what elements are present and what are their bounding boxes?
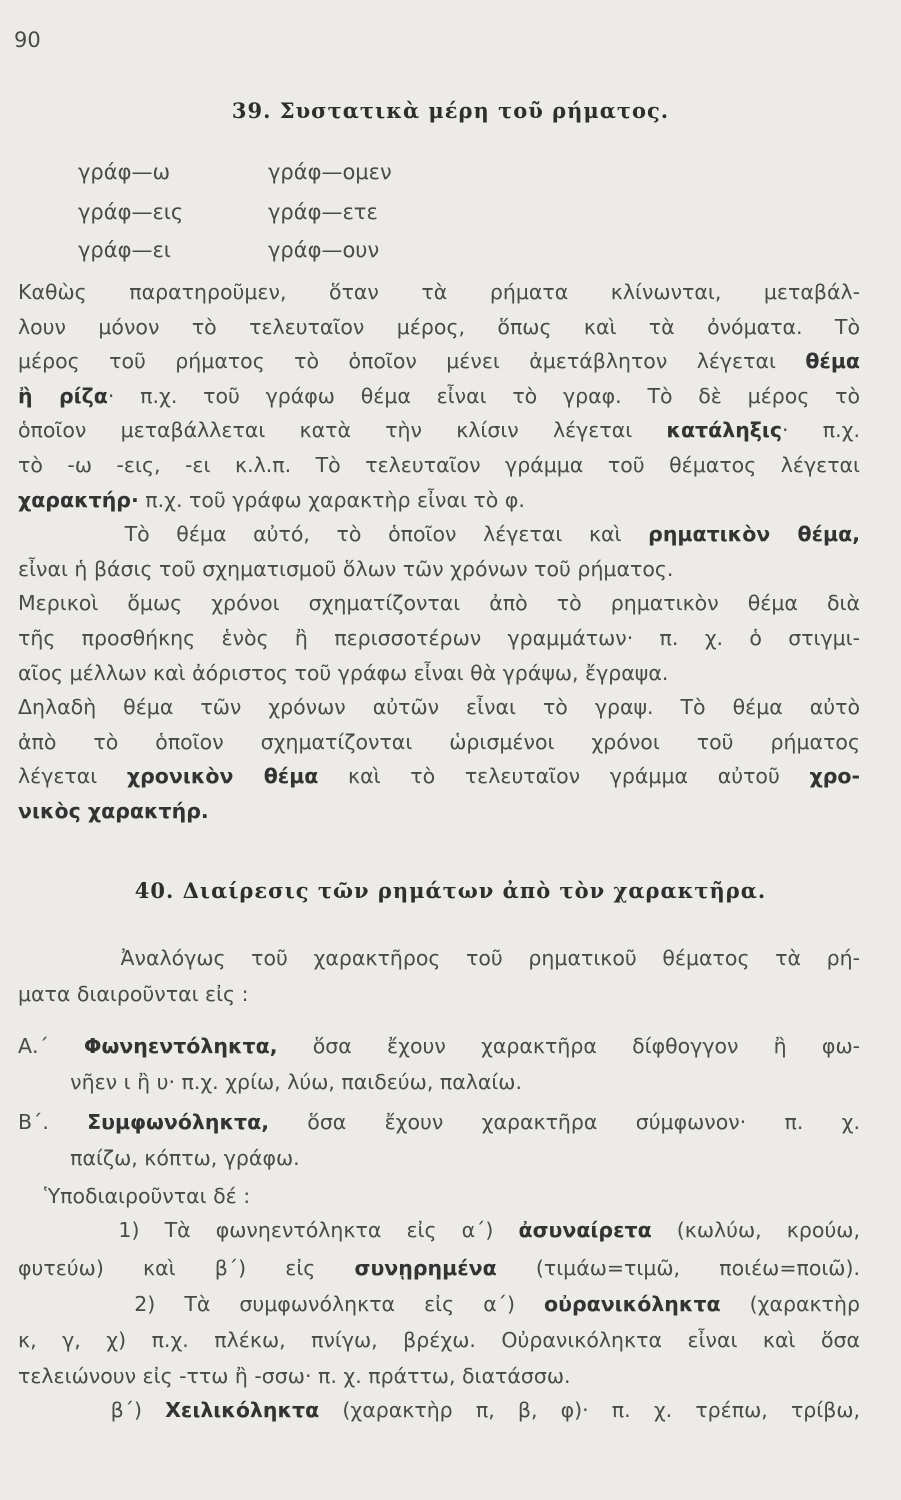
text-line (18, 730, 860, 754)
text-line (18, 384, 860, 408)
text-line (18, 1398, 860, 1422)
conjugation-form: γράφ—ουν (268, 238, 380, 262)
bold-term: Φωνηεντόληκτα, (84, 1034, 278, 1058)
text-run: φυτεύω) καὶ β΄) εἰς (18, 1256, 355, 1280)
bold-term: ἀσυναίρετα (518, 1218, 652, 1242)
section-39-heading: 39. Συστατικὰ μέρη τοῦ ρήματος. (231, 98, 670, 123)
text-line (18, 315, 860, 339)
text-run: Δηλαδὴ θέμα τῶν χρόνων αὐτῶν εἶναι τὸ γραψ. Τὸ θέμα αὐτὸ (18, 695, 860, 720)
text-run: λέγεται (18, 764, 127, 789)
text-run: (χαρακτὴρ π, β, φ)· π. χ. τρέπω, τρίβω, (319, 1398, 860, 1422)
conjugation-form: γράφ—ει (78, 238, 171, 262)
text-run: εἶναι ἡ βάσις τοῦ σχηματισμοῦ ὅλων τῶν χρόνων τοῦ ρήματος. (18, 556, 674, 581)
text-line (18, 1146, 860, 1170)
text-line (18, 522, 860, 546)
text-line (18, 1328, 860, 1352)
text-run: Τὸ θέμα αὐτό, τὸ ὁποῖον λέγεται καὶ (18, 522, 649, 547)
text-line (18, 695, 860, 719)
bold-term: ἢ ρίζα (18, 383, 108, 408)
text-line (18, 557, 860, 581)
text-line (18, 764, 860, 788)
text-line (18, 1184, 860, 1208)
text-run: Ὑποδιαιροῦνται δέ : (18, 1184, 251, 1208)
text-line (18, 1292, 860, 1316)
text-run: μέρος τοῦ ρήματος τὸ ὁποῖον μένει ἀμετάβλητον λέγεται (18, 349, 806, 374)
text-line (18, 591, 860, 615)
text-run: τὸ -ω -εις, -ει κ.λ.π. Τὸ τελευταῖον γράμμα τοῦ θέματος λέγεται (18, 453, 860, 477)
text-run: τελειώνουν εἰς -ττω ἢ -σσω· π. χ. πράττω, διατάσσω. (18, 1364, 571, 1388)
text-line (18, 488, 860, 512)
text-run: Β΄. (18, 1110, 88, 1134)
conjugation-form: γράφ—εις (78, 200, 184, 224)
conjugation-form: γράφ—ω (78, 160, 171, 184)
bold-term: οὐρανικόληκτα (544, 1292, 721, 1316)
text-line (18, 1256, 860, 1280)
text-run: τῆς προσθήκης ἑνὸς ἢ περισσοτέρων γραμμάτων· π. χ. ὁ στιγμι- (18, 626, 860, 650)
text-line (18, 946, 860, 970)
bold-term: θέμα (805, 349, 860, 374)
text-line (18, 982, 860, 1006)
text-run: ἀπὸ τὸ ὁποῖον σχηματίζονται ὡρισμένοι χρόνοι τοῦ ρήματος (18, 729, 860, 754)
text-line (18, 626, 860, 650)
text-run: (χαρακτὴρ (720, 1292, 860, 1316)
text-run: ὅσα ἔχουν χαρακτῆρα σύμφωνον· π. χ. (269, 1110, 860, 1134)
bold-term: ρηματικὸν θέμα, (648, 522, 860, 547)
text-run: ὅσα ἔχουν χαρακτῆρα δίφθογγον ἢ φω- (277, 1034, 861, 1058)
text-run: αῖος μέλλων καὶ ἀόριστος τοῦ γράφω εἶναι θὰ γράψω, ἔγραψα. (18, 660, 669, 685)
text-line (18, 1110, 860, 1134)
text-run: λουν μόνον τὸ τελευταῖον μέρος, ὅπως καὶ τὰ ὀνόματα. Τὸ (18, 314, 860, 339)
bold-term: Χειλικόληκτα (165, 1398, 320, 1422)
text-run: ὁποῖον μεταβάλλεται κατὰ τὴν κλίσιν λέγεται (18, 418, 667, 443)
text-run: · π.χ. τοῦ γράφω θέμα εἶναι τὸ γραφ. Τὸ δὲ μέρος τὸ (107, 383, 861, 408)
text-line (18, 418, 860, 442)
text-run: β΄) (18, 1398, 166, 1422)
text-run: κ, γ, χ) π.χ. πλέκω, πνίγω, βρέχω. Οὐρανικόληκτα εἶναι καὶ ὅσα (18, 1328, 860, 1352)
text-line (18, 1218, 860, 1242)
text-run: 2) Τὰ συμφωνόληκτα εἰς α΄) (18, 1292, 545, 1316)
text-line (18, 1034, 860, 1058)
text-run: ματα διαιροῦνται εἰς : (18, 982, 249, 1006)
text-run: νῆεν ι ἢ υ· π.χ. χρίω, λύω, παιδεύω, παλαίω. (18, 1070, 522, 1094)
page-number: 90 (14, 28, 41, 52)
text-run: π.χ. τοῦ γράφω χαρακτὴρ εἶναι τὸ φ. (138, 487, 525, 512)
bold-term: χρονικὸν θέμα (126, 764, 319, 789)
text-run: (τιμάω=τιμῶ, ποιέω=ποιῶ). (496, 1256, 860, 1280)
conjugation-form: γράφ—ομεν (268, 160, 392, 184)
text-line (18, 453, 860, 477)
text-run: Α.΄ (18, 1034, 85, 1058)
section-40-heading: 40. Διαίρεσις τῶν ρημάτων ἀπὸ τὸν χαρακτῆρα. (134, 878, 767, 903)
text-run: · π.χ. (782, 418, 861, 443)
text-line (18, 1364, 860, 1388)
text-line (18, 349, 860, 373)
bold-term: συνῃρημένα (354, 1256, 497, 1280)
text-line (18, 799, 860, 823)
text-run: Ἀναλόγως τοῦ χαρακτῆρος τοῦ ρηματικοῦ θέματος τὰ ρή- (18, 946, 860, 970)
bold-term: νικὸς χαρακτήρ. (18, 799, 209, 823)
bold-term: χαρακτήρ· (18, 487, 139, 512)
conjugation-form: γράφ—ετε (268, 200, 378, 224)
text-run: (κωλύω, κρούω, (651, 1218, 860, 1242)
text-line (18, 1070, 860, 1094)
bold-term: χρο- (809, 764, 860, 789)
text-run: Καθὼς παρατηροῦμεν, ὅταν τὰ ρήματα κλίνωνται, μεταβάλ- (18, 280, 860, 304)
text-run: καὶ τὸ τελευταῖον γράμμα αὐτοῦ (318, 764, 810, 789)
text-run: 1) Τὰ φωνηεντόληκτα εἰς α΄) (18, 1218, 519, 1242)
bold-term: κατάληξις (666, 418, 783, 443)
text-line (18, 661, 860, 685)
text-run: παίζω, κόπτω, γράφω. (18, 1146, 300, 1170)
text-line (18, 280, 860, 304)
text-run: Μερικοὶ ὅμως χρόνοι σχηματίζονται ἀπὸ τὸ ρηματικὸν θέμα διὰ (18, 591, 860, 616)
bold-term: Συμφωνόληκτα, (87, 1110, 270, 1134)
